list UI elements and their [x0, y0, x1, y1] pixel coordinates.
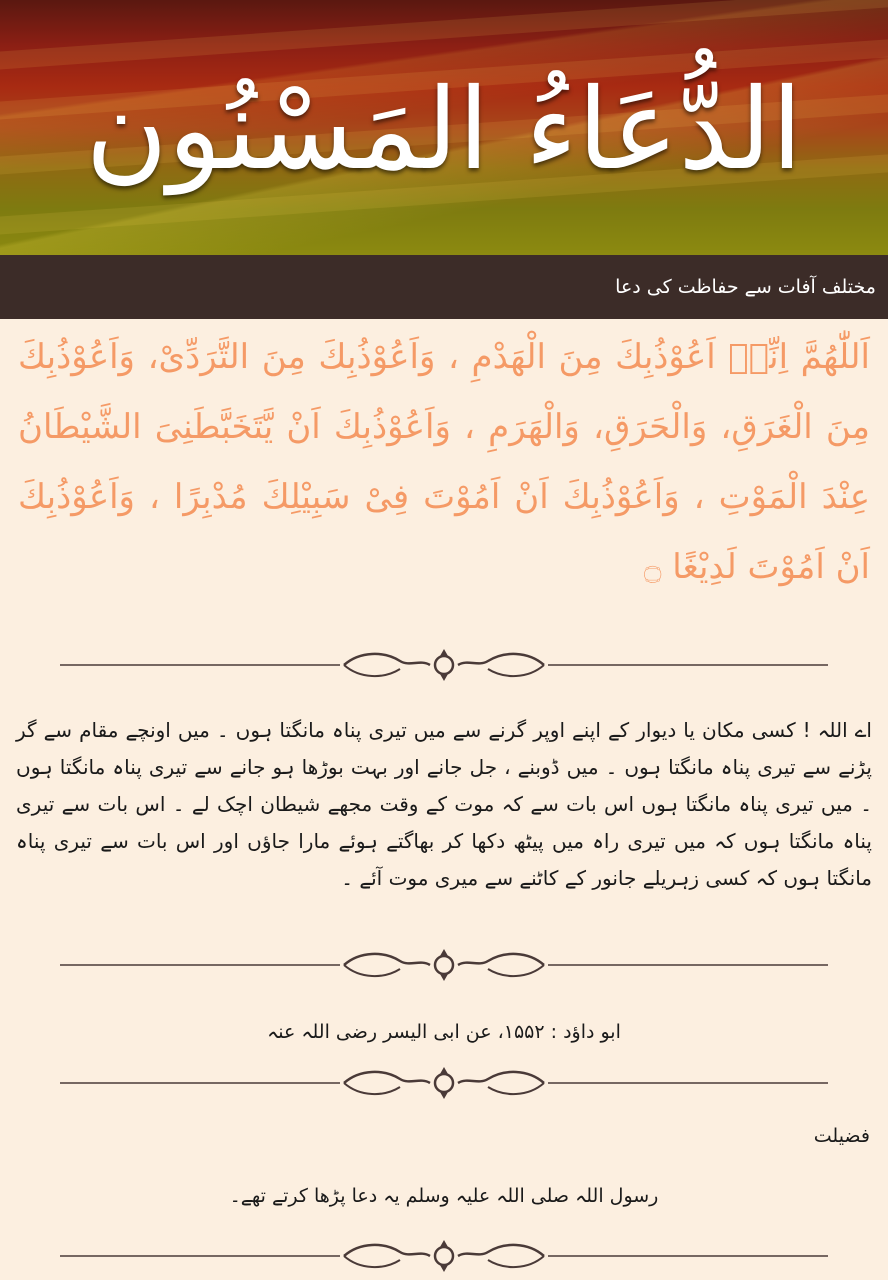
- urdu-translation: اے اللہ ! کسی مکان یا دیوار کے اپنے اوپر گرنے سے میں تیری پناہ مانگتا ہوں ۔ میں اونچے مقام سے گر پڑنے سے تیری پناہ مانگتا ہوں ۔ میں ڈوبنے ، جل جانے اور بہت بوڑھا ہو جانے سے تیری پناہ مانگتا ہوں ۔ میں تیری پناہ مانگتا ہوں اس بات سے کہ موت کے وقت مجھے شیطان اچک لے ۔ اس بات سے تیری پناہ مانگتا ہوں کہ میں تیری راہ میں پیٹھ دکھا کر بھاگتے ہوئے مارا جاؤں اور اس بات سے تیری پناہ مانگتا ہوں کہ کسی زہریلے جانور کے کاٹنے سے میری موت آئے ۔: [16, 718, 872, 890]
- ornament-divider: [0, 945, 888, 985]
- arabic-dua-text: اَللّٰھُمَّ اِنِّیۤ اَعُوْذُبِكَ مِنَ الْھَدْمِ ، وَاَعُوْذُبِكَ مِنَ التَّرَدِّیْ، وَاَعُوْذُبِكَ مِنَ الْغَرَقِ، وَالْحَرَقِ، وَالْھَرَمِ ، وَاَعُوْذُبِكَ اَنْ یَّتَخَبَّطَنِیَ الشَّیْطَانُ عِنْدَ الْمَوْتِ ، وَاَعُوْذُبِكَ اَنْ اَمُوْتَ فِیْ سَبِیْلِكَ مُدْبِرًا ، وَاَعُوْذُبِكَ اَنْ اَمُوْتَ لَدِیْغًا: [18, 337, 870, 587]
- dua-title: مختلف آفات سے حفاظت کی دعا: [615, 276, 876, 298]
- verse-end-mark: ۝: [643, 551, 662, 586]
- hadith-reference: ابو داؤد : ۱۵۵۲، عن ابی الیسر رضی اللہ عنہ: [267, 1021, 621, 1043]
- fazilat-heading: فضیلت: [813, 1125, 870, 1147]
- ornament-divider: [0, 645, 888, 685]
- ornament-divider: [0, 1236, 888, 1276]
- ornament-divider: [0, 1063, 888, 1103]
- fazilat-text: رسول اللہ صلی اللہ علیہ وسلم یہ دعا پڑھا کرتے تھے۔: [229, 1185, 659, 1207]
- arabic-dua: [18, 322, 870, 604]
- dua-title-bar: [0, 255, 888, 319]
- header-banner: [0, 0, 888, 255]
- banner-title: الدُّعَاءُ المَسْنُون: [85, 65, 803, 195]
